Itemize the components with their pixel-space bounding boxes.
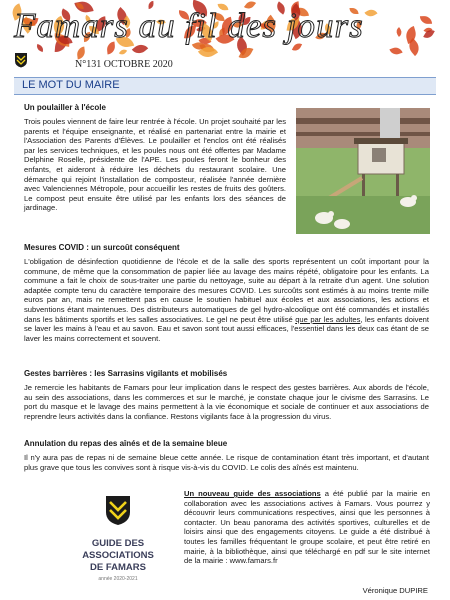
article-covid-cost [24,243,429,343]
article-cancellation [24,439,429,472]
article-heading: Un poulailler à l'école [24,103,106,112]
section-banner [14,77,436,95]
famars-crest-icon [14,52,28,68]
underlined-emphasis: que par les adultes [295,314,361,324]
leaf-decoration [365,7,378,19]
article-barrier-gestures [24,369,429,421]
association-guide-cover [72,486,164,600]
article-body-part: a été publié par la mairie en collaboration avec les associations actives à Famars. Vous pourrez y découvrir leurs communications respectives, ainsi que les personnes à contacter. Un beau panorama des activités sportives, culturelles et de loisirs ainsi que des engagements citoyens. Le guide a été distribué à toutes les familles fréquentant le groupe scolaire, et peut être retiré en mairie, à la bibliothèque, ainsi que téléchargé en pdf sur le site internet de la mairie : www.famars.fr [184,489,430,566]
article-body: Je remercie les habitants de Famars pour leur implication dans le respect des gestes barrières. Aux abords de l'école, au sein des associations, dans les commerces et sur le marché, je constate chaque jour le civisme des Sarrasins. Le port du masque et le lavage des mains permettent à la vie économique et sociale de continuer et aux associations de reprendre leurs activités dans la confiance. Restons vigilants face à la progression du virus. [24,383,429,421]
article-heading: Mesures COVID : un surcoût conséquent [24,243,180,252]
article-body: Il n'y aura pas de repas ni de semaine bleue cette année. Le risque de contamination étant très important, et d'autant plus grave que tous les convives sont à risque vis-à-vis du COVID. Le colis des aînés est maintenu. [24,453,429,472]
leaf-decoration [395,28,404,38]
article-body [24,257,429,343]
leaf-decoration [420,16,432,24]
article-body-part: L'obligation de désinfection quotidienne de l'école et de la salle des sports représentent un coût important pour la commune, de même que la consommation de papier liée au lavage des mains répété, obligatoire pour les enfants. La commune a fait le choix de sous-traiter une partie du nettoyage, suite au départ à la retraite d'un agent. Une solution adaptée compte tenu du caractère temporaire des mesures COVID. Les surcoûts sont estimés à au moins trente mille euros par an, mais ne remettent pas en cause le soutien habituel aux écoles et aux associations, les actions et subventions étant maintenues. Des distributeurs automatiques de gel hydro-alcoolique ont été commandés et installés dans les bâtiments sportifs et les salles associatives. Le gel ne peut être utilisé [24,257,429,324]
guide-year: année 2020-2021 [98,576,138,582]
issue-number: N°131 OCTOBRE 2020 [75,59,173,70]
guide-title-line: GUIDE DES [91,538,145,549]
article-heading: Annulation du repas des aînés et de la semaine bleue [24,439,228,448]
article-body: Trois poules viennent de faire leur rentrée à l'école. Un projet souhaité par les parents et l'équipe enseignante, et réalisé en partenariat entre la mairie et l'Association des Parents d'Élèves. Le poulailler et l'enclos ont été réalisés par les services techniques, et les poules nous ont été offertes par Madame Delphine Roselle, présidente de l'APE. Les poules feront le bonheur des enfants, et aideront à réduire les déchets du restaurant scolaire. Une démarche qui rejoint l'installation de composteur, réalisée l'année dernière avec Valenciennes Métropole, pour accueillir les restes de fruits des goûters. Le compost peut ensuite être utilisé par les enfants lors des séances de jardinage. [24,117,286,213]
guide-title-line: ASSOCIATIONS [82,550,154,561]
article-poulailler [24,103,286,213]
article-heading: Gestes barrières : les Sarrasins vigilants et mobilisés [24,369,228,378]
leaf-decoration [76,47,85,60]
newsletter-masthead: Famars au fil des jours [14,6,364,45]
famars-crest-icon [104,494,132,526]
author-signature: Véronique DUPIRE [362,586,428,595]
guide-lead: Un nouveau guide des associations [184,489,321,498]
article-body-part: , les enfants doivent se laver les mains à l'eau et au savon. Eau et savon sont tout aussi efficaces, l'essentiel dans les deux cas étant de se laver les mains correctement et souvent. [24,314,430,343]
chicken-coop-photo [296,108,430,234]
article-body [184,489,430,566]
masthead-header [0,0,450,76]
banner-title: LE MOT DU MAIRE [22,79,120,91]
guide-title-line: DE FAMARS [90,562,146,573]
leaf-decoration [119,47,127,56]
leaf-decoration [390,46,403,57]
article-guide [184,489,430,566]
